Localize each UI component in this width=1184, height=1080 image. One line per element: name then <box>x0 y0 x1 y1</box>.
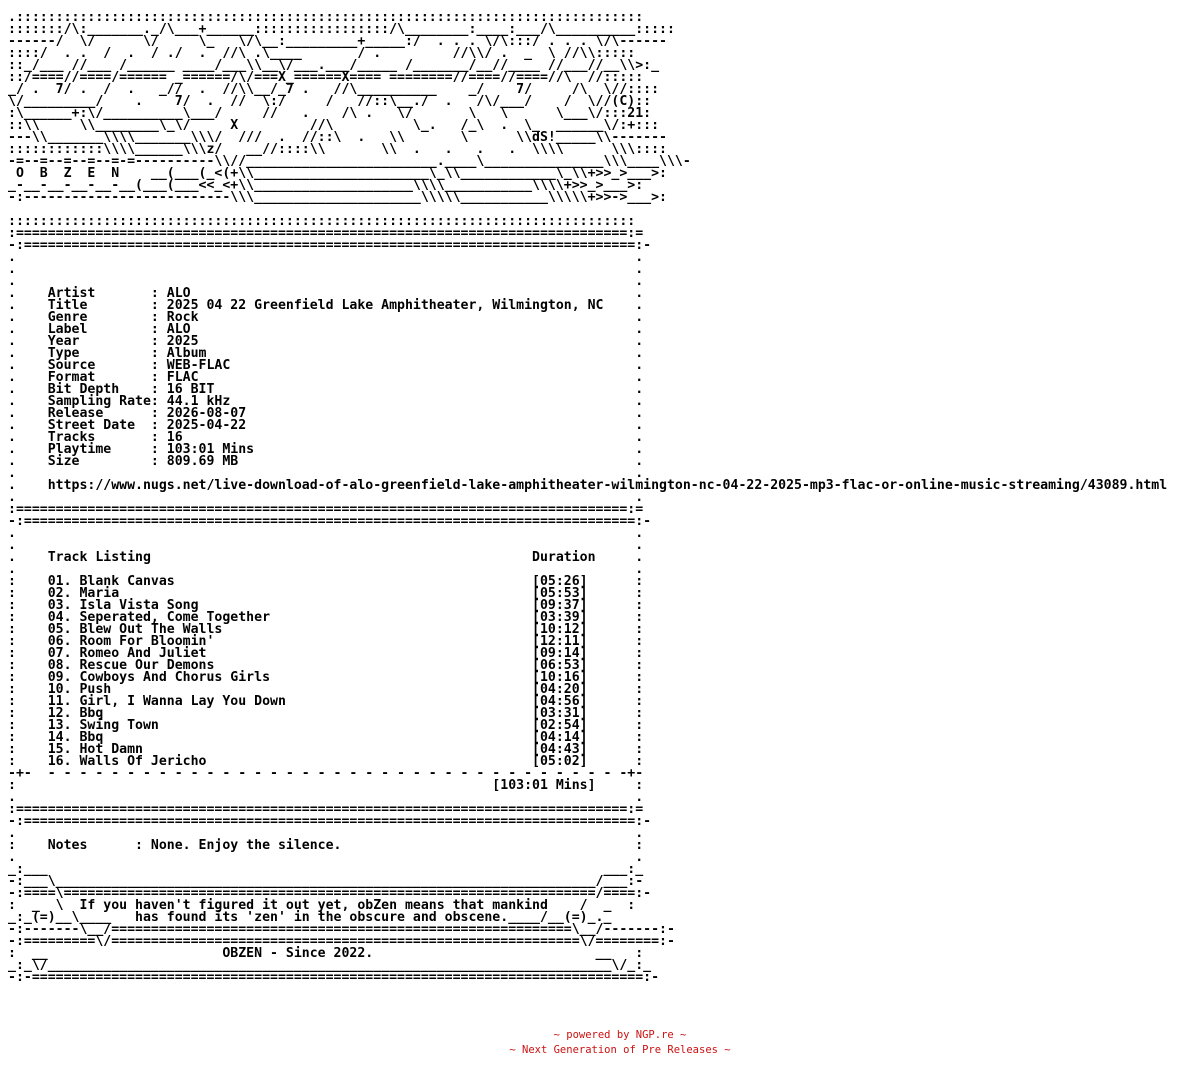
track-row: : 15. Hot Damn [04:43] : <box>8 742 644 757</box>
spacer: . . <box>8 466 644 481</box>
banner-line: :::::::/\:_______._/\___+______:::::::::::::::::/\________:____:___/\__________::::: <box>8 22 675 37</box>
banner-line: -=--=--=--=--=-=----------\\//________________________.____\_______________\\\____\\\- <box>8 154 691 169</box>
info-field-year: . Year : 2025 . <box>8 334 644 349</box>
spacer: . . <box>8 562 644 577</box>
frame-line: -:=========\/===========================================================\/========:- <box>8 934 675 949</box>
footer-powered-by: ~ powered by NGP.re ~ <box>553 1029 687 1041</box>
spacer: . . <box>8 526 644 541</box>
nfo-text <box>8 12 1167 984</box>
banner-line: ::\\ \\________\_\/ X //\ \_. /_\ . \_ ______\/:+::: <box>8 118 660 133</box>
banner-line: ---\\_______\\\\_______\\\/ /// . //::\ . \\ \ \\dS!_____\\------- <box>8 130 667 145</box>
info-field-release: . Release : 2026-08-07 . <box>8 406 644 421</box>
banner-line: ------/ \/ \/ \_ \/\__:_________+_____:/ . . . \/\:::/ . . . \/\------ <box>8 34 667 49</box>
banner-line: ::::::::::::\\\\______\\\z/ __//::::\\ \\ . . . . \\\\ \\\:::: <box>8 142 667 157</box>
divider-line: :=============================================================================:= <box>8 502 644 517</box>
release-url: . https://www.nugs.net/live-download-of-alo-greenfield-lake-amphitheater-wilmington-nc-04-22-2025-mp3-flac-or-online-music-streaming/43089.html <box>8 478 1168 493</box>
frame-line: -:___\____________________________________________________________________/___:- <box>8 874 644 889</box>
frame-line: -:-=============================================================================:- <box>8 970 660 985</box>
divider-line: -:=============================================================================:- <box>8 238 652 253</box>
divider-line: :=============================================================================:= <box>8 226 644 241</box>
divider-line: . . <box>8 250 644 265</box>
spacer: . . <box>8 538 644 553</box>
spacer: . . <box>8 790 644 805</box>
track-row: : 01. Blank Canvas [05:26] : <box>8 574 644 589</box>
frame-line: _:___ ___:_ <box>8 862 644 877</box>
track-row: : 02. Maria [05:53] : <box>8 586 644 601</box>
track-row: : 06. Room For Bloomin' [12:11] : <box>8 634 644 649</box>
info-field-label: . Label : ALO . <box>8 322 644 337</box>
track-row: : 12. Bbq [03:31] : <box>8 706 644 721</box>
tagline-line-2: _:_(=)__\____ has found its 'zen' in the obscure and obscene.____/__(=)_._ <box>8 910 612 925</box>
divider-line: . . <box>8 262 644 277</box>
info-field-type: . Type : Album . <box>8 346 644 361</box>
spacer: . . <box>8 490 644 505</box>
track-row: : 11. Girl, I Wanna Lay You Down [04:56] : <box>8 694 644 709</box>
track-row: : 04. Seperated, Come Together [03:39] : <box>8 610 644 625</box>
banner-line: ::::/ . . / . / ./ . //\ .\____ / . //\\/ . _ \ //\\::::: <box>8 46 636 61</box>
track-row: : 16. Walls Of Jericho [05:02] : <box>8 754 644 769</box>
info-field-bit-depth: . Bit Depth : 16 BIT . <box>8 382 644 397</box>
notes: : Notes : None. Enjoy the silence. : <box>8 838 644 853</box>
info-field-source: . Source : WEB-FLAC . <box>8 358 644 373</box>
info-field-sampling-rate: . Sampling Rate: 44.1 kHz . <box>8 394 644 409</box>
frame-line: -:-------\__/==========================================================\__/-------:- <box>8 922 675 937</box>
divider-line: -+- - - - - - - - - - - - - - - - - - - - - - - - - - - - - - - - - - - - - -+- <box>8 766 644 781</box>
track-row: : 14. Bbq [04:14] : <box>8 730 644 745</box>
banner-line: \/_________/ . 7/ . // \:/ / //::\__./ . /\/___/ / \//(C):: <box>8 94 652 109</box>
track-row: : 13. Swing Town [02:54] : <box>8 718 644 733</box>
banner-line: ::/====//====/====== _======/\/===X_======X==== ========//====//====//\ //::::: <box>8 70 644 85</box>
track-row: : 07. Romeo And Juliet [09:14] : <box>8 646 644 661</box>
track-listing-header: . Track Listing Duration . <box>8 550 644 565</box>
track-row: : 03. Isla Vista Song [09:37] : <box>8 598 644 613</box>
footer-tagline: ~ Next Generation of Pre Releases ~ <box>509 1044 731 1056</box>
divider-line: -:=============================================================================:- <box>8 514 652 529</box>
info-field-format: . Format : FLAC . <box>8 370 644 385</box>
banner-line: O B Z E N __(___(_<(+\\______________________\_\\____________\_\\+>>_>___>: <box>15 166 667 181</box>
divider-line: ::::::::::::::::::::::::::::::::::::::::::::::::::::::::::::::::::::::::::::::: <box>8 214 636 229</box>
banner-line: _/ . 7/ . / . _// . //\\__/_7 . //\__________ _/ 7/ /\ \//:::: <box>8 82 660 97</box>
banner-line: _-__-__-__-__-__(___(___<<_<+\\____________________\\\\___________\\\\+>>_>___>: <box>8 178 644 193</box>
info-field-genre: . Genre : Rock . <box>8 310 644 325</box>
track-row: : 08. Rescue Our Demons [06:53] : <box>8 658 644 673</box>
tagline-line-1: : _ \ If you haven't figured it out yet, obZen means that mankind / _ : <box>8 898 636 913</box>
divider-line: :=============================================================================:= <box>8 802 644 817</box>
info-field-size: . Size : 809.69 MB . <box>8 454 644 469</box>
frame-line: _:_\/_______________________________________________________________________\/_:_ <box>8 958 652 973</box>
since: : __ OBZEN - Since 2022. __ : <box>8 946 644 961</box>
track-row: : 05. Blew Out The Walls [10:12] : <box>8 622 644 637</box>
divider-line: -:=============================================================================:- <box>8 814 652 829</box>
spacer: . . <box>8 826 644 841</box>
footer <box>0 1028 1184 1058</box>
info-field-playtime: . Playtime : 103:01 Mins . <box>8 442 644 457</box>
divider-line: . . <box>8 274 644 289</box>
total-duration: : [103:01 Mins] : <box>8 778 644 793</box>
info-field-title: . Title : 2025 04 22 Greenfield Lake Amphitheater, Wilmington, NC . <box>8 298 644 313</box>
spacer: . . <box>8 850 644 865</box>
banner-line: -:--------------------------\\\_____________________\\\\\___________\\\\\+>>->___>: <box>8 190 667 205</box>
info-field-artist: . Artist : ALO . <box>8 286 644 301</box>
track-row: : 10. Push [04:20] : <box>8 682 644 697</box>
banner-line: :\______+:\/__________\___/ // . /\ . \/ \ \ \___\/:::21: <box>8 106 652 121</box>
frame-line: -:====\===================================================================/====:- <box>8 886 652 901</box>
track-row: : 09. Cowboys And Chorus Girls [10:16] : <box>8 670 644 685</box>
info-field-street-date: . Street Date : 2025-04-22 . <box>8 418 644 433</box>
banner-line: .::::::::::::::::::::::::::::::::::::::::::::::::::::::::::::::::::::::::::::::: <box>8 10 644 25</box>
banner-line: ::_/___ //___ /______ ____/___\\__\/___.___/_____ /_______/__//____ //___//__\\>:_ <box>8 58 660 73</box>
info-field-tracks: . Tracks : 16 . <box>8 430 644 445</box>
